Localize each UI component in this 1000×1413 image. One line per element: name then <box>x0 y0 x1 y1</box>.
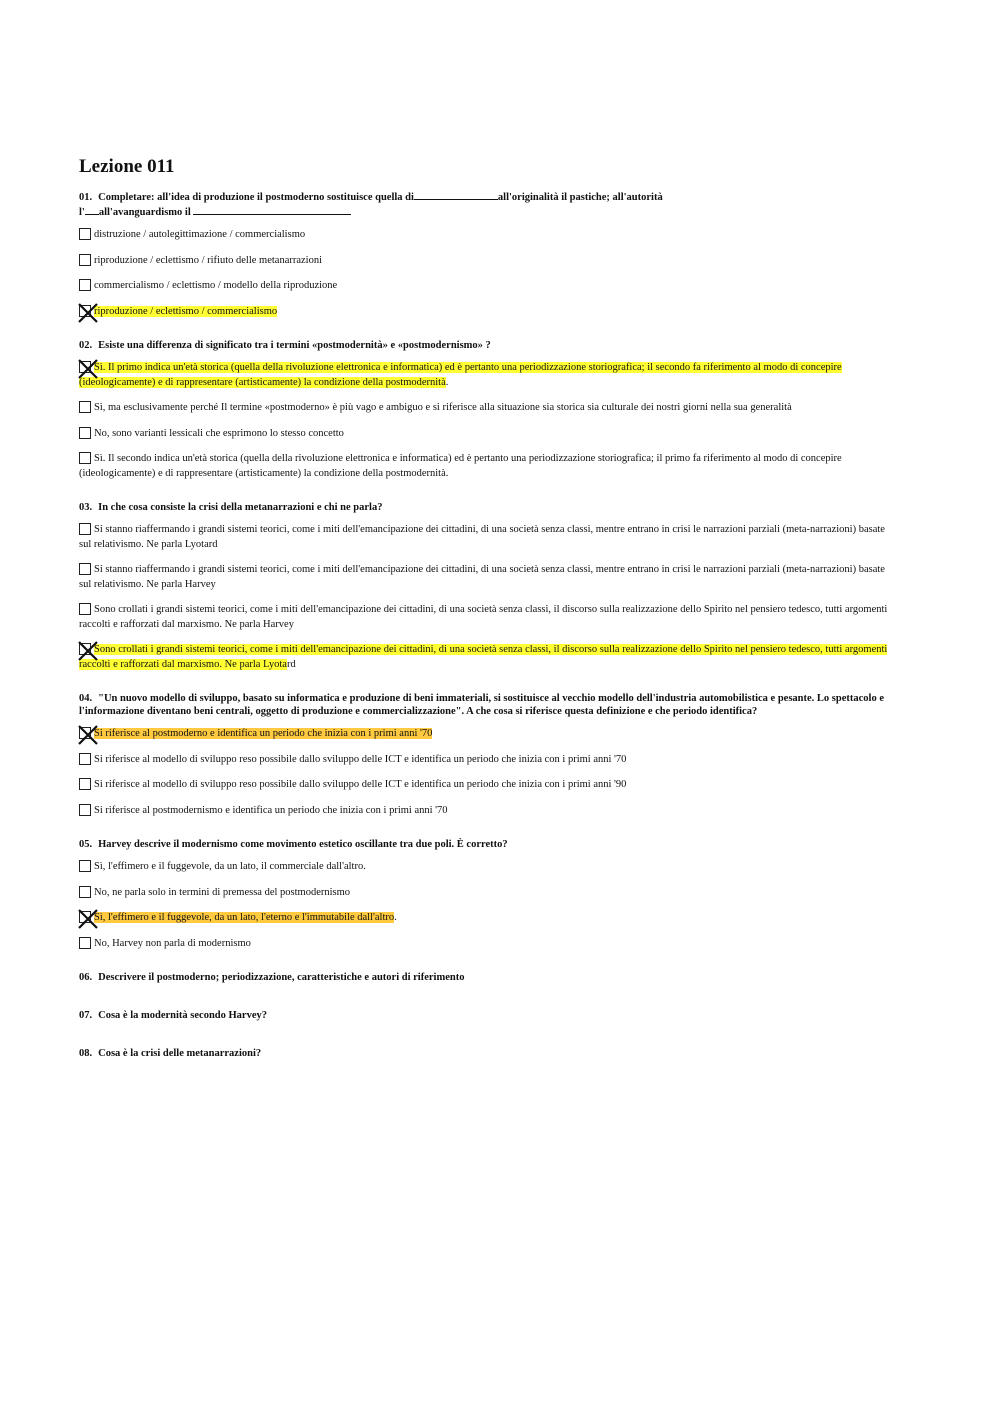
question-text-part4: all'avanguardismo il <box>98 207 191 218</box>
answer-option-selected[interactable] <box>79 727 895 742</box>
question-07 <box>79 1009 895 1022</box>
checkbox[interactable] <box>79 254 91 266</box>
checkbox[interactable] <box>79 401 91 413</box>
question-text: 03. In che cosa consiste la crisi della metanarrazioni e chi ne parla? <box>79 502 383 513</box>
lesson-page <box>79 155 895 1085</box>
answer-option[interactable] <box>79 778 895 793</box>
checkbox[interactable] <box>79 523 91 535</box>
answer-option[interactable] <box>79 804 895 819</box>
answer-option-selected[interactable] <box>79 911 895 926</box>
option-text: Sì. Il secondo indica un'età storica (quella della rivoluzione elettronica e informatica) ed è pertanto una periodizzazione storiografica; il primo fa riferimento al modo di concepire (ideologicamente) e di rappresentare (artisticamente) la condizione della postmodernità. <box>79 453 842 479</box>
question-text: 02. Esiste una differenza di significato tra i termini «postmodernità» e «postmodernismo» ? <box>79 340 491 351</box>
fill-in-blank-1[interactable] <box>414 189 498 200</box>
question-text: 04. "Un nuovo modello di sviluppo, basato su informatica e produzione di beni immateriali, si sostituisce al vecchio modello dell'industria automobilistica e pesante. Lo spettacolo e l'informazione diventano beni centrali, oggetto di produzione e commercializzazione". A che cosa si riferisce questa definizione e che periodo identifica? <box>79 693 884 717</box>
answer-option[interactable] <box>79 279 895 294</box>
option-text: Si riferisce al modello di sviluppo reso possibile dallo sviluppo delle ICT e identifica un periodo che inizia con i primi anni '70 <box>94 753 627 765</box>
question-number: 07. <box>79 1010 93 1021</box>
option-text: Si riferisce al modello di sviluppo reso possibile dallo sviluppo delle ICT e identifica un periodo che inizia con i primi anni '90 <box>94 779 627 790</box>
answer-option[interactable] <box>79 427 895 442</box>
checkbox-checked[interactable] <box>79 643 91 655</box>
question-number: 03. <box>79 502 93 513</box>
checkbox[interactable] <box>79 778 91 790</box>
checkbox[interactable] <box>79 228 91 240</box>
question-text: 05. Harvey descrive il modernismo come movimento estetico oscillante tra due poli. È corretto? <box>79 839 508 850</box>
option-text: No, sono varianti lessicali che esprimono lo stesso concetto <box>94 427 344 439</box>
question-04 <box>79 692 895 818</box>
answer-option[interactable] <box>79 937 895 952</box>
option-text: riproduzione / eclettismo / commercialismo <box>94 305 278 317</box>
question-06 <box>79 971 895 984</box>
checkbox[interactable] <box>79 603 91 615</box>
option-text: Sì. Il primo indica un'età storica (quella della rivoluzione elettronica e informatica) ed è pertanto una periodizzazione storiografica; il secondo fa riferimento al modo di concepire (ideologicamente) e di rappresentare (artisticamente) la condizione della postmodernità <box>79 362 842 388</box>
option-text-tail: . <box>394 912 397 923</box>
option-text: Sì, l'effimero e il fuggevole, da un lato, l'eterno e l'immutabile dall'altro <box>94 912 395 923</box>
checkbox-checked[interactable] <box>79 361 91 373</box>
question-number: 04. <box>79 693 93 704</box>
question-text-part2: all'originalità il pastiche; all'autorità <box>497 192 663 203</box>
checkbox[interactable] <box>79 452 91 464</box>
checkbox-checked[interactable] <box>79 305 91 317</box>
option-text: No, ne parla solo in termini di premessa del postmodernismo <box>94 886 351 898</box>
question-number: 05. <box>79 839 93 850</box>
question-text <box>79 189 895 219</box>
option-text: riproduzione / eclettismo / rifiuto delle metanarrazioni <box>94 254 323 266</box>
question-number: 08. <box>79 1048 93 1059</box>
option-text: distruzione / autolegittimazione / commercialismo <box>94 229 306 240</box>
question-08 <box>79 1047 895 1060</box>
checkbox-checked[interactable] <box>79 727 91 739</box>
option-text: Si stanno riaffermando i grandi sistemi teorici, come i miti dell'emancipazione dei cittadini, di una società senza classi, mentre entrano in crisi le narrazioni parziali (meta-narrazioni) basate sul relativismo. Ne parla Harvey <box>79 564 885 590</box>
checkbox[interactable] <box>79 886 91 898</box>
option-text: Si riferisce al postmoderno e identifica un periodo che inizia con i primi anni '70 <box>94 728 433 739</box>
option-text: Sono crollati i grandi sistemi teorici, come i miti dell'emancipazione dei cittadini, di una società senza classi, il discorso sulla realizzazione dello Spirito nel pensiero tedesco, tutti argomenti raccolti e rafforzati dal marxismo. Ne parla Lyota <box>79 644 888 670</box>
question-05 <box>79 838 895 951</box>
answer-option[interactable] <box>79 753 895 768</box>
question-number: 06. <box>79 972 93 983</box>
option-text: Sono crollati i grandi sistemi teorici, come i miti dell'emancipazione dei cittadini, di una società senza classi, il discorso sulla realizzazione dello Spirito nel pensiero tedesco, tutti argomenti raccolti e rafforzati dal marxismo. Ne parla Harvey <box>79 604 888 630</box>
question-text: 06. Descrivere il postmoderno; periodizzazione, caratteristiche e autori di riferimento <box>79 972 465 983</box>
checkbox[interactable] <box>79 860 91 872</box>
lesson-title: Lezione 011 <box>79 156 175 177</box>
option-text-tail: rd <box>286 658 296 670</box>
option-text: Si stanno riaffermando i grandi sistemi teorici, come i miti dell'emancipazione dei cittadini, di una società senza classi, mentre entrano in crisi le narrazioni parziali (meta-narrazioni) basate sul relativismo. Ne parla Lyotard <box>79 524 885 550</box>
checkbox[interactable] <box>79 279 91 291</box>
checkbox[interactable] <box>79 937 91 949</box>
answer-option[interactable] <box>79 523 895 552</box>
option-text-tail: . <box>445 376 449 388</box>
answer-option[interactable] <box>79 860 895 875</box>
option-text: Sì, ma esclusivamente perché Il termine «postmoderno» è più vago e ambiguo e si riferisce alla situazione sia storica sia culturale dei nostri giorni nella sua generalità <box>94 402 792 413</box>
answer-option[interactable] <box>79 452 895 481</box>
question-number: 01. <box>79 192 93 203</box>
option-text: Si riferisce al postmodernismo e identifica un periodo che inizia con i primi anni '70 <box>94 804 448 816</box>
question-text: 08. Cosa è la crisi delle metanarrazioni? <box>79 1048 262 1059</box>
answer-option[interactable] <box>79 886 895 901</box>
checkbox[interactable] <box>79 563 91 575</box>
answer-option-selected[interactable] <box>79 643 895 672</box>
option-text: commercialismo / eclettismo / modello della riproduzione <box>94 280 338 291</box>
answer-option-selected[interactable] <box>79 361 895 390</box>
answer-option[interactable] <box>79 603 895 632</box>
checkbox[interactable] <box>79 804 91 816</box>
option-text: No, Harvey non parla di modernismo <box>94 937 251 949</box>
question-text-part1: Completare: all'idea di produzione il postmoderno sostituisce quella di <box>98 192 414 203</box>
answer-option[interactable] <box>79 228 895 243</box>
answer-option[interactable] <box>79 254 895 269</box>
question-number: 02. <box>79 340 93 351</box>
checkbox[interactable] <box>79 753 91 765</box>
question-text-part3: l' <box>79 207 85 218</box>
fill-in-blank-2[interactable] <box>85 204 99 215</box>
question-03 <box>79 501 895 672</box>
option-text: Sì, l'effimero e il fuggevole, da un lato, il commerciale dall'altro. <box>94 861 366 872</box>
answer-option-selected[interactable] <box>79 305 895 320</box>
question-text: 07. Cosa è la modernità secondo Harvey? <box>79 1010 267 1021</box>
answer-option[interactable] <box>79 563 895 592</box>
question-01 <box>79 189 895 319</box>
checkbox-checked[interactable] <box>79 911 91 923</box>
checkbox[interactable] <box>79 427 91 439</box>
question-02 <box>79 339 895 481</box>
fill-in-blank-3[interactable] <box>193 204 351 215</box>
answer-option[interactable] <box>79 401 895 416</box>
